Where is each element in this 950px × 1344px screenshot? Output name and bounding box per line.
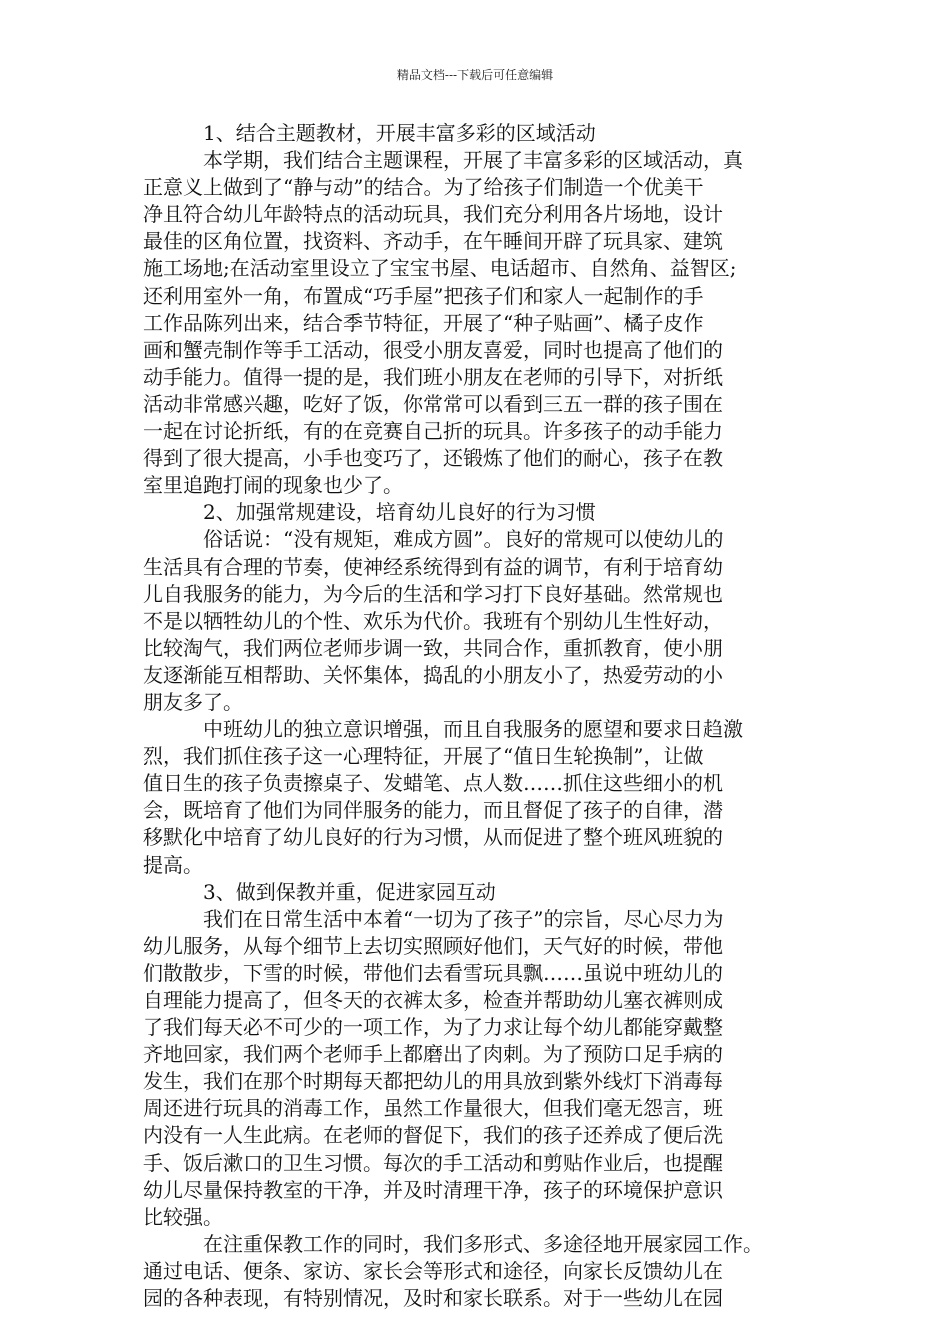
- text-line: 幼儿尽量保持教室的干净，并及时清理干净，孩子的环境保护意识: [143, 1177, 723, 1202]
- text-line: 移默化中培育了幼儿良好的行为习惯，从而促进了整个班风班貌的: [143, 825, 723, 850]
- text-line: 画和蟹壳制作等手工活动，很受小朋友喜爱，同时也提高了他们的: [143, 337, 723, 362]
- text-line: 在注重保教工作的同时，我们多形式、多途径地开展家园工作。: [203, 1231, 763, 1256]
- text-line: 工作品陈列出来，结合季节特征，开展了“种子贴画”、橘子皮作: [143, 310, 704, 335]
- document-body: [143, 120, 821, 1312]
- text-line: 们散散步，下雪的时候，带他们去看雪玩具飘……虽说中班幼儿的: [143, 960, 723, 985]
- text-line: 净且符合幼儿年龄特点的活动玩具，我们充分利用各片场地，设计: [143, 202, 723, 227]
- text-line: 最佳的区角位置，找资料、齐动手，在午睡间开辟了玩具家、建筑: [143, 229, 723, 254]
- text-line: 比较强。: [143, 1204, 223, 1229]
- text-line: 朋友多了。: [143, 689, 243, 714]
- text-line: 内没有一人生此病。在老师的督促下，我们的孩子还养成了便后洗: [143, 1123, 723, 1148]
- text-line: 园的各种表现，有特别情况，及时和家长联系。对于一些幼儿在园: [143, 1286, 723, 1311]
- text-line: 我们在日常生活中本着“一切为了孩子”的宗旨，尽心尽力为: [203, 906, 724, 931]
- text-line: 通过电话、便条、家访、家长会等形式和途径，向家长反馈幼儿在: [143, 1258, 723, 1283]
- text-line: 提高。: [143, 852, 203, 877]
- text-line: 得到了很大提高，小手也变巧了，还锻炼了他们的耐心，孩子在教: [143, 446, 723, 471]
- text-line: 烈，我们抓住孩子这一心理特征，开展了“值日生轮换制”，让做: [143, 744, 704, 769]
- text-line: 自理能力提高了，但冬天的衣裤太多，检查并帮助幼儿塞衣裤则成: [143, 988, 723, 1012]
- text-line: 动手能力。值得一提的是，我们班小朋友在老师的引导下，对折纸: [143, 364, 723, 389]
- text-line: 不是以牺牲幼儿的个性、欢乐为代价。我班有个别幼儿生性好动，: [143, 608, 723, 633]
- text-line: 儿自我服务的能力，为今后的生活和学习打下良好基础。然常规也: [143, 581, 723, 606]
- text-line: 发生，我们在那个时期每天都把幼儿的用具放到紫外线灯下消毒每: [143, 1069, 723, 1094]
- text-line: 3、做到保教并重，促进家园互动: [203, 879, 496, 904]
- text-line: 1、结合主题教材，开展丰富多彩的区域活动: [203, 121, 596, 145]
- text-line: 一起在讨论折纸，有的在竞赛自己折的玩具。许多孩子的动手能力: [143, 419, 723, 444]
- text-line: 室里追跑打闹的现象也少了。: [143, 473, 403, 498]
- text-line: 生活具有合理的节奏，使神经系统得到有益的调节，有利于培育幼: [143, 554, 723, 579]
- text-line: 活动非常感兴趣，吃好了饭，你常常可以看到三五一群的孩子围在: [143, 391, 723, 416]
- text-line: 中班幼儿的独立意识增强，而且自我服务的愿望和要求日趋激: [203, 717, 743, 742]
- text-line: 2、加强常规建设，培育幼儿良好的行为习惯: [203, 500, 596, 525]
- text-line: 友逐渐能互相帮助、关怀集体，捣乱的小朋友小了，热爱劳动的小: [143, 662, 723, 687]
- text-line: 本学期，我们结合主题课程，开展了丰富多彩的区域活动，真: [203, 148, 743, 173]
- text-line: 了我们每天必不可少的一项工作，为了力求让每个幼儿都能穿戴整: [143, 1015, 723, 1040]
- text-line: 幼儿服务，从每个细节上去切实照顾好他们，天气好的时候，带他: [143, 933, 723, 958]
- text-line: 正意义上做到了“静与动”的结合。为了给孩子们制造一个优美干: [143, 175, 704, 200]
- text-line: 齐地回家，我们两个老师手上都磨出了肉刺。为了预防口足手病的: [143, 1042, 723, 1067]
- text-line: 俗话说：“没有规矩，难成方圆”。良好的常规可以使幼儿的: [203, 527, 724, 552]
- page-header: 精品文档---下载后可任意编辑: [396, 68, 554, 82]
- text-line: 比较淘气，我们两位老师步调一致，共同合作，重抓教育，使小朋: [143, 635, 723, 660]
- text-line: 周还进行玩具的消毒工作，虽然工作量很大，但我们毫无怨言，班: [143, 1096, 723, 1121]
- text-line: 会，既培育了他们为同伴服务的能力，而且督促了孩子的自律，潜: [143, 798, 723, 823]
- text-line: 施工场地;在活动室里设立了宝宝书屋、电话超市、自然角、益智区;: [143, 256, 737, 281]
- text-line: 还利用室外一角，布置成“巧手屋”把孩子们和家人一起制作的手: [143, 283, 704, 308]
- text-line: 值日生的孩子负责擦桌子、发蜡笔、点人数……抓住这些细小的机: [143, 771, 723, 796]
- text-line: 手、饭后漱口的卫生习惯。每次的手工活动和剪贴作业后，也提醒: [143, 1150, 723, 1175]
